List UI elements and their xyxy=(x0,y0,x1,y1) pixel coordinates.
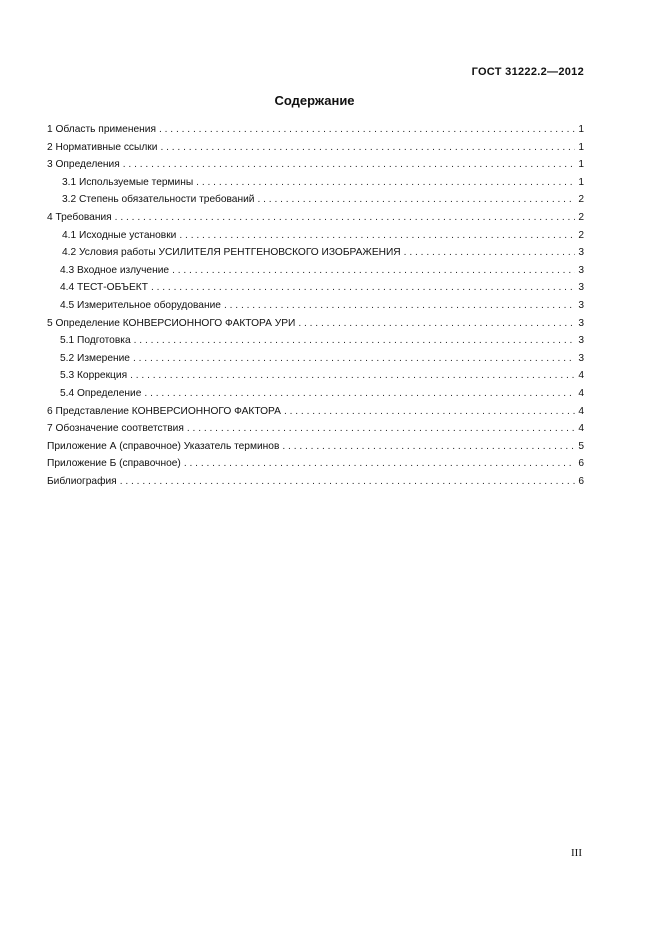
toc-entry-3-2[interactable] xyxy=(47,191,584,209)
toc-entry-4-4[interactable] xyxy=(47,279,584,297)
toc-entry-4-1[interactable] xyxy=(47,227,584,245)
toc-entry-4-5[interactable] xyxy=(47,297,584,315)
toc-entry-label: 5 Определение КОНВЕРСИОННОГО ФАКТОРА УРИ xyxy=(47,317,296,329)
toc-leader-dots xyxy=(179,227,575,245)
toc-entry-4-3[interactable] xyxy=(47,262,584,280)
toc-entry-5-4[interactable] xyxy=(47,385,584,403)
toc-leader-dots xyxy=(123,156,576,174)
toc-entry-page: 2 xyxy=(578,229,584,241)
toc-leader-dots xyxy=(172,262,575,280)
toc-entry-label: 5.4 Определение xyxy=(60,387,142,399)
toc-entry-page: 3 xyxy=(578,282,584,294)
toc-entry-page: 2 xyxy=(578,194,584,206)
toc-entry-page: 1 xyxy=(578,159,584,171)
toc-entry-6[interactable] xyxy=(47,403,584,421)
toc-leader-dots xyxy=(184,455,575,473)
toc-leader-dots xyxy=(151,279,575,297)
toc-entry-label: 4.3 Входное излучение xyxy=(60,264,170,276)
toc-leader-dots xyxy=(120,473,576,491)
toc-leader-dots xyxy=(144,385,575,403)
toc-entry-label: 5.3 Коррекция xyxy=(60,370,128,382)
toc-entry-page: 4 xyxy=(578,423,584,435)
toc-entry-page: 4 xyxy=(578,387,584,399)
toc-entry-page: 1 xyxy=(578,141,584,153)
toc-entry-3-1[interactable] xyxy=(47,174,584,192)
toc-entry-label: 4.5 Измерительное оборудование xyxy=(60,299,221,311)
toc-entry-3[interactable] xyxy=(47,156,584,174)
toc-entry-label: 7 Обозначение соответствия xyxy=(47,423,184,435)
toc-entry-label: Приложение Б (справочное) xyxy=(47,458,181,470)
toc-entry-page: 6 xyxy=(578,475,584,487)
toc-entry-label: 4 Требования xyxy=(47,211,112,223)
toc-entry-2[interactable] xyxy=(47,139,584,157)
toc-entry-page: 3 xyxy=(578,247,584,259)
toc-leader-dots xyxy=(115,209,576,227)
toc-entry-page: 3 xyxy=(578,352,584,364)
toc-entry-5-2[interactable] xyxy=(47,350,584,368)
page-number: III xyxy=(571,847,582,859)
toc-entry-label: 3.2 Степень обязательности требований xyxy=(62,194,255,206)
toc-leader-dots xyxy=(284,403,575,421)
toc-entry-label: 5.2 Измерение xyxy=(60,352,130,364)
toc-leader-dots xyxy=(404,244,576,262)
toc-entry-5-1[interactable] xyxy=(47,332,584,350)
toc-entry-label: Библиография xyxy=(47,475,117,487)
toc-entry-label: 4.2 Условия работы УСИЛИТЕЛЯ РЕНТГЕНОВСКОГО ИЗОБРАЖЕНИЯ xyxy=(62,247,401,259)
toc-entry-page: 4 xyxy=(578,405,584,417)
toc-leader-dots xyxy=(298,315,575,333)
toc-entry-page: 4 xyxy=(578,370,584,382)
toc-leader-dots xyxy=(130,367,575,385)
toc-title: Содержание xyxy=(274,93,355,108)
toc-entry-label: Приложение А (справочное) Указатель терминов xyxy=(47,440,280,452)
table-of-contents xyxy=(47,121,584,490)
toc-entry-page: 1 xyxy=(578,124,584,135)
toc-leader-dots xyxy=(196,174,575,192)
toc-leader-dots xyxy=(224,297,575,315)
toc-entry-page: 5 xyxy=(578,440,584,452)
toc-entry-5[interactable] xyxy=(47,315,584,333)
toc-leader-dots xyxy=(159,121,575,139)
toc-leader-dots xyxy=(133,350,575,368)
toc-leader-dots xyxy=(160,139,575,157)
toc-entry-page: 6 xyxy=(578,458,584,470)
toc-entry-appendix-a[interactable] xyxy=(47,438,584,456)
toc-entry-7[interactable] xyxy=(47,420,584,438)
toc-entry-label: 3.1 Используемые термины xyxy=(62,176,194,188)
toc-entry-label: 3 Определения xyxy=(47,159,120,171)
toc-entry-page: 3 xyxy=(578,299,584,311)
toc-entry-page: 2 xyxy=(578,211,584,223)
toc-leader-dots xyxy=(134,332,576,350)
toc-entry-page: 3 xyxy=(578,317,584,329)
toc-leader-dots xyxy=(187,420,575,438)
toc-entry-label: 4.4 ТЕСТ-ОБЪЕКТ xyxy=(60,282,148,294)
toc-entry-label: 2 Нормативные ссылки xyxy=(47,141,158,153)
toc-entry-appendix-b[interactable] xyxy=(47,455,584,473)
standard-code: ГОСТ 31222.2—2012 xyxy=(471,66,584,78)
toc-entry-label: 6 Представление КОНВЕРСИОННОГО ФАКТОРА xyxy=(47,405,281,417)
toc-entry-5-3[interactable] xyxy=(47,367,584,385)
toc-leader-dots xyxy=(282,438,575,456)
toc-entry-page: 3 xyxy=(578,264,584,276)
toc-entry-page: 3 xyxy=(578,335,584,347)
toc-entry-label: 5.1 Подготовка xyxy=(60,335,131,347)
toc-entry-1[interactable] xyxy=(47,121,584,139)
toc-entry-4[interactable] xyxy=(47,209,584,227)
toc-entry-bibliography[interactable] xyxy=(47,473,584,491)
toc-leader-dots xyxy=(257,191,575,209)
toc-entry-label: 4.1 Исходные установки xyxy=(62,229,177,241)
toc-entry-page: 1 xyxy=(578,176,584,188)
toc-entry-label: 1 Область применения xyxy=(47,124,156,135)
toc-entry-4-2[interactable] xyxy=(47,244,584,262)
